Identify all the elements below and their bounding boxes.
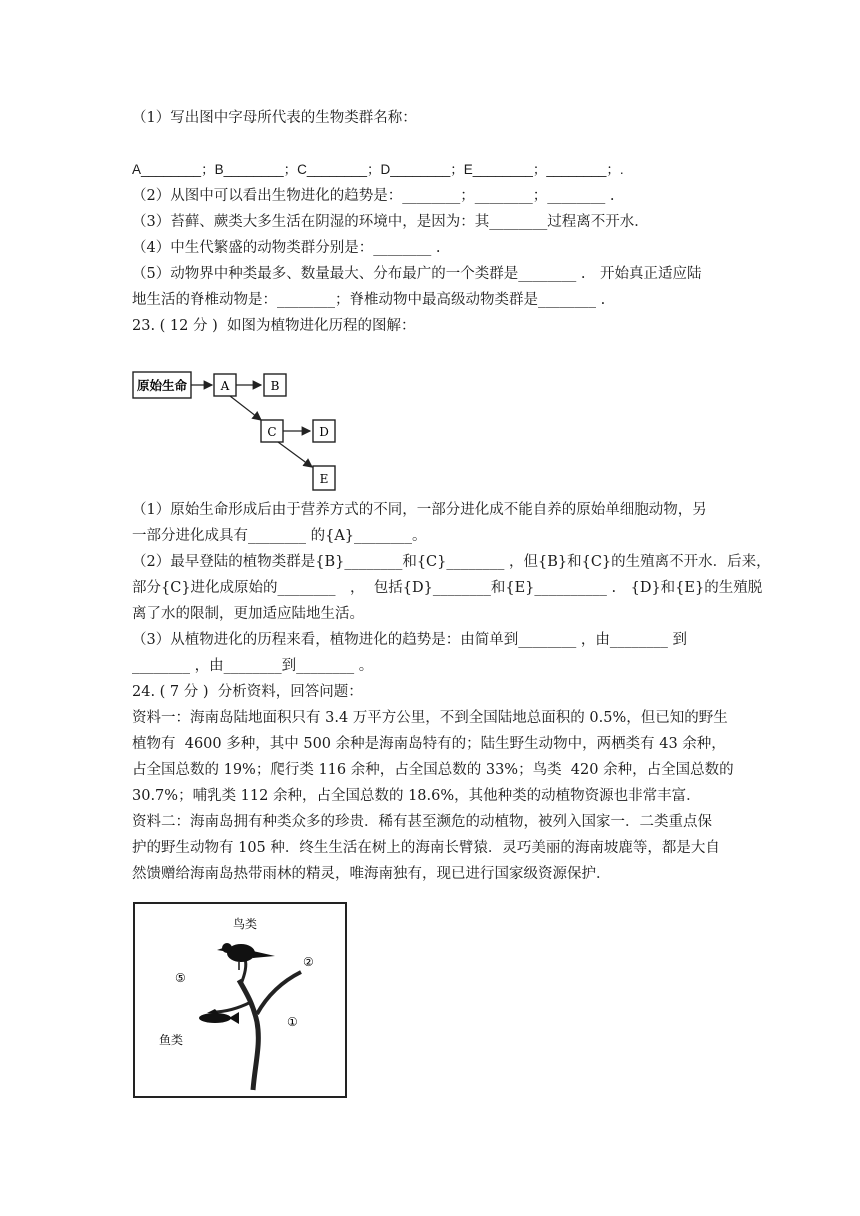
q23-p2b: 部分{C}进化成原始的________ ， 包括{D}________和{E}__________ . {D}和{E}的生殖脱: [132, 580, 763, 596]
q24-m2c: 然馈赠给海南岛热带雨林的精灵，唯海南独有，现已进行国家级资源保护．: [132, 866, 611, 882]
label-d: D: [319, 425, 329, 439]
q22-p3: （3）苔藓、蕨类大多生活在阴湿的环境中，是因为：其________过程离不开水．: [132, 214, 649, 230]
mark-2: ②: [303, 955, 314, 969]
q23-p3a: （3）从植物进化的历程来看，植物进化的趋势是：由简单到________ ，由________ 到: [132, 632, 687, 648]
q23-p3b: ________ ，由________到________ 。: [132, 658, 374, 674]
q24-m2b: 护的野生动物有 105 种．终生生活在树上的海南长臂猿．灵巧美丽的海南坡鹿等，都是大自: [132, 840, 720, 856]
label-c: C: [267, 425, 277, 439]
q24-m1a: 资料一：海南岛陆地面积只有 3.4 万平方公里，不到全国陆地总面积的 0.5%，但已知的野生: [132, 710, 728, 726]
q23-p1a: （1）原始生命形成后由于营养方式的不同，一部分进化成不能自养的原始单细胞动物，另: [132, 502, 707, 518]
bird-label: 鸟类: [233, 917, 258, 931]
q22-p1-blanks: A________；B________；C________；D________；E________；________；.: [132, 162, 624, 177]
q23-header: 23. ( 12 分 ) 如图为植物进化历程的图解：: [132, 318, 416, 334]
q24-header: 24. ( 7 分 ) 分析资料，回答问题：: [132, 684, 363, 700]
q22-p5a: （5）动物界中种类最多、数量最大、分布最广的一个类群是________ . 开始真正适应陆: [132, 266, 702, 282]
q24-m1b: 植物有 4600 多种，其中 500 余种是海南岛特有的；陆生野生动物中，两栖类有 43 余种，: [132, 736, 726, 752]
mark-5: ⑤: [175, 971, 186, 985]
q22-p4: （4）中生代繁盛的动物类群分别是：________ .: [132, 240, 441, 256]
tree-trunk: [239, 980, 258, 1090]
q23-p2a: （2）最早登陆的植物类群是{B}________和{C}________ ，但{B}和{C}的生殖离不开水．后来，: [132, 554, 771, 570]
label-e: E: [319, 472, 329, 486]
q24-m1d: 30.7%；哺乳类 112 余种，占全国总数的 18.6%，其他种类的动植物资源也非常丰富．: [132, 788, 701, 804]
tree-branch-right: [257, 972, 301, 1014]
arrow-c-e: [278, 442, 312, 467]
q22-p5b: 地生活的脊椎动物是：________；脊椎动物中最高级动物类群是________ .: [132, 292, 606, 308]
arrow-a-c: [230, 396, 261, 420]
label-b: B: [270, 379, 280, 393]
q24-m1c: 占全国总数的 19%；爬行类 116 余种，占全国总数的 33%；鸟类 420 余种，占全国总数的: [132, 762, 734, 778]
q22-p1: （1）写出图中字母所代表的生物类群名称：: [132, 110, 417, 126]
origin-label: 原始生命: [136, 378, 188, 393]
mark-1: ①: [287, 1015, 298, 1029]
plant-evolution-diagram: [130, 368, 350, 496]
evolution-tree-svg: [135, 904, 345, 1096]
q23-p1b: 一部分进化成具有________ 的{A}________。: [132, 528, 427, 544]
tree-branch-left: [213, 1002, 251, 1012]
q23-p2c: 离了水的限制，更加适应陆地生活。: [132, 606, 364, 622]
label-a: A: [220, 379, 230, 393]
fish-label: 鱼类: [159, 1033, 184, 1047]
q24-m2a: 资料二：海南岛拥有种类众多的珍贵．稀有甚至濒危的动植物，被列入国家一．二类重点保: [132, 814, 712, 830]
evolution-tree-figure: [133, 902, 347, 1098]
q22-p2: （2）从图中可以看出生物进化的趋势是：________；________；________ .: [132, 188, 615, 204]
